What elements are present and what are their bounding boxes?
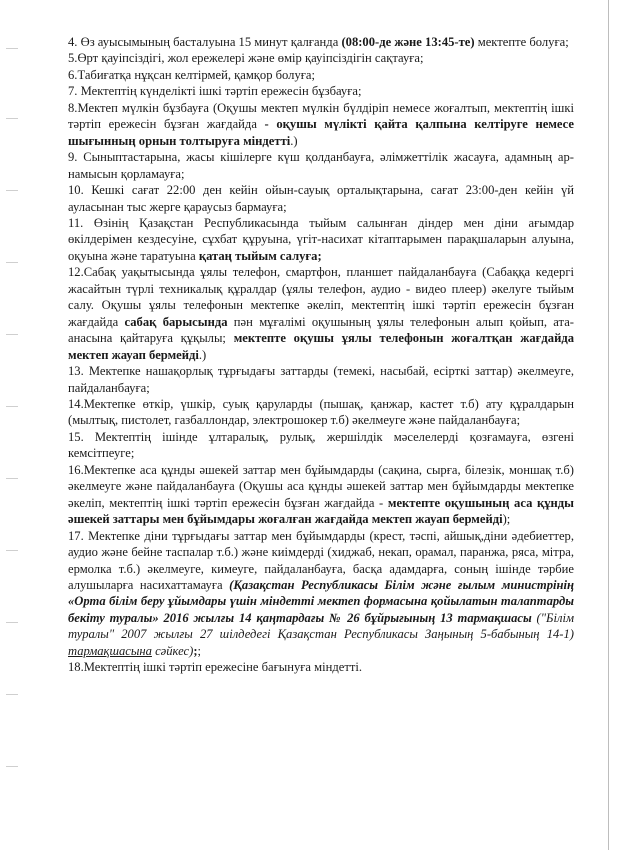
rule-text-run: сәйкес)	[151, 643, 194, 658]
rule-item-p18	[68, 659, 574, 675]
rule-text-run: 8.Мектеп мүлкін бұзбауға (Оқушы мектеп мүлкін бүлдіріп немесе жоғалтып, мектептің ішкі тәртіп ережесін бұзған жағдайда	[68, 100, 574, 132]
margin-mark	[6, 262, 18, 263]
rule-item-p10	[68, 182, 574, 215]
rule-text-run: .)	[290, 133, 298, 148]
rule-item-p17	[68, 528, 574, 660]
rule-text-run: 15. Мектептің ішінде ұлтаралық, рулық, жершілдік мәселелерді қозғамауға, өзгені кемсітпеуге;	[68, 429, 574, 461]
rule-text-run: .)	[198, 347, 207, 362]
rule-item-p8	[68, 100, 574, 149]
margin-mark	[6, 48, 18, 49]
rule-text-run: тармақшасына	[68, 643, 152, 658]
rule-text-run: 12.Сабақ уақытысында ұялы телефон, смартфон, планшет пайдаланбауға (Сабаққа кедергі жасайтын түрлі техникалық құралдар (ұялы телефон, аудио - видео плеер) әкелуге тыйым салу. Оқушы ұялы телефонын мектепке әкеліп, мектептің ішкі тәртіп ережесін бұзған жағдайда	[68, 265, 574, 329]
rule-text-run: );	[502, 512, 511, 527]
margin-mark	[6, 550, 18, 551]
rule-text-run: - оқушы мүлікті қайта қалпына келтіруге немесе шығынның орнын толтыруға міндетті	[68, 117, 574, 148]
margin-mark	[6, 622, 18, 623]
rule-item-p9	[68, 149, 574, 182]
margin-mark	[6, 190, 18, 191]
rule-item-p7	[68, 83, 574, 99]
rule-text-run: (Қазақстан Республикасы Білім және ғылым министрінің «Орта білім беру ұйымдары үшін міндетті мектеп формасына қойылатын талаптарды бекіту туралы» 2016 жылғы 14 қаңтардағы № 26 бұйрығының 13 тармақшасы	[68, 577, 574, 625]
rule-text-run: мектепте оқушы ұялы телефонын жоғалтқан жағдайда мектеп жауап бермейді	[68, 331, 574, 362]
rule-text-run: (08:00-де және 13:45-те)	[341, 35, 475, 49]
rule-item-p15	[68, 429, 574, 462]
margin-mark	[6, 766, 18, 767]
rule-text-run: 6.Табиғатқа нұқсан келтірмей, қамқор болуға;	[68, 67, 316, 82]
rule-text-run: 7. Мектептің күнделікті ішкі тәртіп ережесін бұзбауға;	[68, 84, 362, 99]
rule-item-p5	[68, 50, 574, 66]
rule-text-run: 10. Кешкі сағат 22:00 ден кейін ойын-сауық орталықтарына, сағат 23:00-ден кейін үй ауласынан тыс жерге қараусыз бармауға;	[68, 183, 574, 214]
rule-item-p6	[68, 67, 574, 83]
rule-item-p16	[68, 462, 574, 528]
rule-text-run: 9. Сыныптастарына, жасы кішілерге күш қолданбауға, әлімжеттілік жасауға, адамның ар-намысын қорламауға;	[68, 150, 574, 181]
margin-mark	[6, 334, 18, 335]
margin-mark	[6, 406, 18, 407]
rule-text-run: 18.Мектептің ішкі тәртіп ережесіне бағынуға міндетті.	[68, 660, 363, 675]
rule-text-run: 16.Мектепке аса құнды әшекей заттар мен бұйымдарды (сақина, сырға, білезік, моншақ т.б) әкелмеуге және пайдаланбауға (Оқушы аса құнды әшекей заттар мен бұйымдарды мектепке әкеліп, мектептің ішкі тәртіп ережесін бұзған жағдайда -	[68, 462, 574, 510]
rule-text-run: мектепте болуға;	[474, 35, 569, 49]
rule-text-run: 11. Өзінің Қазақстан Республикасында тыйым салынған діндер мен діни ағымдар өкілдерімен кездесуіне, сұхбат құруына, үгіт-насихат кітаптарымен парақшаларын алуына, оқуына және таратуына	[68, 215, 574, 263]
rule-text-run: 13. Мектепке нашақорлық тұрғыдағы заттарды (темекі, насыбай, есірткі заттар) әкелмеуге, пайдаланбауға;	[68, 364, 574, 395]
rule-item-p11	[68, 215, 574, 264]
margin-mark	[6, 478, 18, 479]
rule-text-run: ("Білім туралы" 2007 жылғы 27 шілдедегі Қазақстан Республикасы Заңының 5-бабының 14-1)	[68, 610, 574, 642]
page-edge-line	[608, 0, 609, 850]
margin-mark	[6, 694, 18, 695]
rule-text-run: сабақ барысында	[124, 314, 228, 329]
rule-item-p14	[68, 396, 574, 429]
rule-item-p13	[68, 363, 574, 396]
rule-text-run: 17. Мектепке діни тұрғыдағы заттар мен бұйымдарды (крест, тәспі, айшық,діни әдебиеттер, аудио және бейне таспалар т.б.) және киімдерді (хиджаб, некап, орамал, паранжа, ряса, мітра, ермолка т.б.) әкелмеуге, кимеуге, пайдаланбауға, басқа адамдарға, соның ішінде тәрбие алушыларға насихаттамауға	[68, 528, 574, 592]
rules-list	[68, 34, 574, 676]
rule-item-p12	[68, 264, 574, 363]
rule-text-run: мектепте оқушының аса құнды әшекей заттары мен бұйымдары жоғалған жағдайда мектеп жауап бермейді	[68, 495, 575, 527]
rule-text-run: ;	[193, 643, 198, 658]
rule-text-run: 14.Мектепке өткір, үшкір, суық қаруларды (пышақ, қанжар, кастет т.б) ату құралдарын (мылтық, пистолет, газбаллондар, электрошокер т.б) әкелмеуге және пайдаланбауға;	[68, 396, 574, 428]
rule-text-run: қатаң тыйым салуға;	[198, 248, 322, 263]
rule-text-run: пән мұғалімі оқушының ұялы телефонын алып қойып, ата-анасына қайтаруға құқылы;	[68, 314, 575, 346]
rule-text-run: 5.Өрт қауіпсіздігі, жол ережелері және өмір қауіпсіздігін сақтауға;	[68, 51, 424, 66]
margin-mark	[6, 118, 18, 119]
rule-text-run: ;	[197, 643, 202, 658]
rule-text-run: 4. Өз ауысымының басталуына 15 минут қалғанда	[68, 35, 342, 49]
rule-item-p4	[68, 34, 574, 50]
